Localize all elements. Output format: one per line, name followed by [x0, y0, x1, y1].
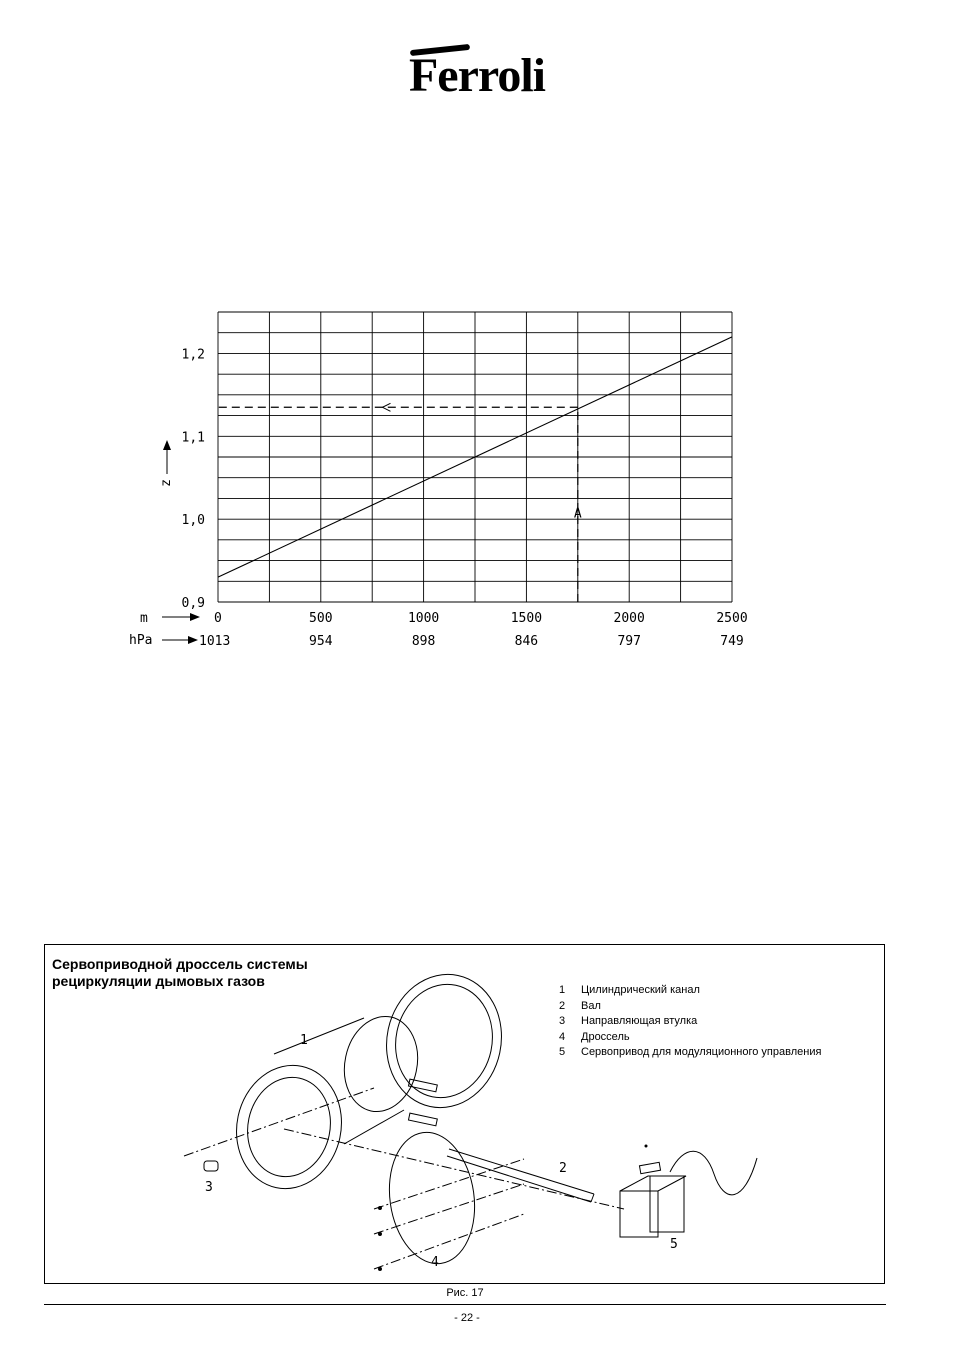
x-secondary-axis-arrowhead	[188, 636, 198, 644]
tab	[408, 1079, 437, 1092]
legend-item: 5 Сервопривод для модуляционного управления	[559, 1046, 822, 1058]
shaft	[447, 1149, 594, 1202]
legend-item: 3 Направляющая втулка	[559, 1015, 698, 1027]
x-axis-arrowhead	[190, 613, 200, 621]
legend-item: 1 Цилиндрический канал	[559, 984, 700, 996]
legend-item: 4 Дроссель	[559, 1030, 630, 1043]
y-tick-label: 1,2	[181, 347, 205, 363]
part-label-1: 1	[300, 1033, 308, 1048]
page-number: - 22 -	[454, 1312, 480, 1324]
servo-actuator	[620, 1151, 757, 1237]
part-label-2: 2	[559, 1161, 567, 1176]
axis-labels	[129, 440, 200, 648]
legend-item: 2 Вал	[559, 999, 601, 1012]
x-tick-label: 1500	[510, 611, 543, 626]
x-tick-label: 2500	[716, 611, 748, 626]
y-axis-label: z	[159, 479, 174, 487]
x-secondary-tick-label: 898	[411, 634, 436, 649]
part-label-4: 4	[431, 1255, 439, 1270]
bolts	[378, 1145, 648, 1272]
y-tick-label: 1,0	[181, 513, 205, 529]
x-secondary-tick-label: 954	[309, 634, 333, 649]
x-secondary-tick-label: 846	[514, 634, 539, 649]
part-label-3: 3	[205, 1180, 213, 1195]
part-label-5: 5	[670, 1237, 678, 1252]
tab	[408, 1113, 437, 1126]
x-tick-label: 0	[214, 611, 222, 626]
footer-divider	[44, 1304, 886, 1305]
x-secondary-axis-label: hPa	[129, 633, 153, 648]
x-secondary-tick-label: 1013	[199, 634, 231, 649]
y-tick-label: 1,1	[181, 430, 205, 446]
y-tick-label: 0,9	[181, 596, 205, 611]
x-secondary-tick-label: 797	[617, 634, 641, 649]
rear-flange	[374, 964, 513, 1119]
x-tick-label: 1000	[407, 611, 440, 626]
y-axis-arrowhead	[163, 440, 171, 450]
figure-caption: Рис. 17	[446, 1287, 484, 1299]
x-tick-label: 500	[309, 611, 333, 626]
x-axis-label: m	[140, 611, 148, 626]
x-secondary-tick-label: 749	[720, 634, 744, 649]
brand-logo: Ferroli	[408, 49, 546, 102]
y-tick-labels	[182, 347, 205, 611]
section-title: Сервоприводной дроссель системы рециркуляции дымовых газов	[52, 956, 308, 989]
exploded-view-drawing	[44, 944, 885, 1284]
reading-marker-label: A	[573, 506, 582, 522]
guide-bushing	[204, 1161, 218, 1171]
x-tick-label: 2000	[613, 611, 645, 626]
x-tick-labels	[199, 611, 748, 649]
